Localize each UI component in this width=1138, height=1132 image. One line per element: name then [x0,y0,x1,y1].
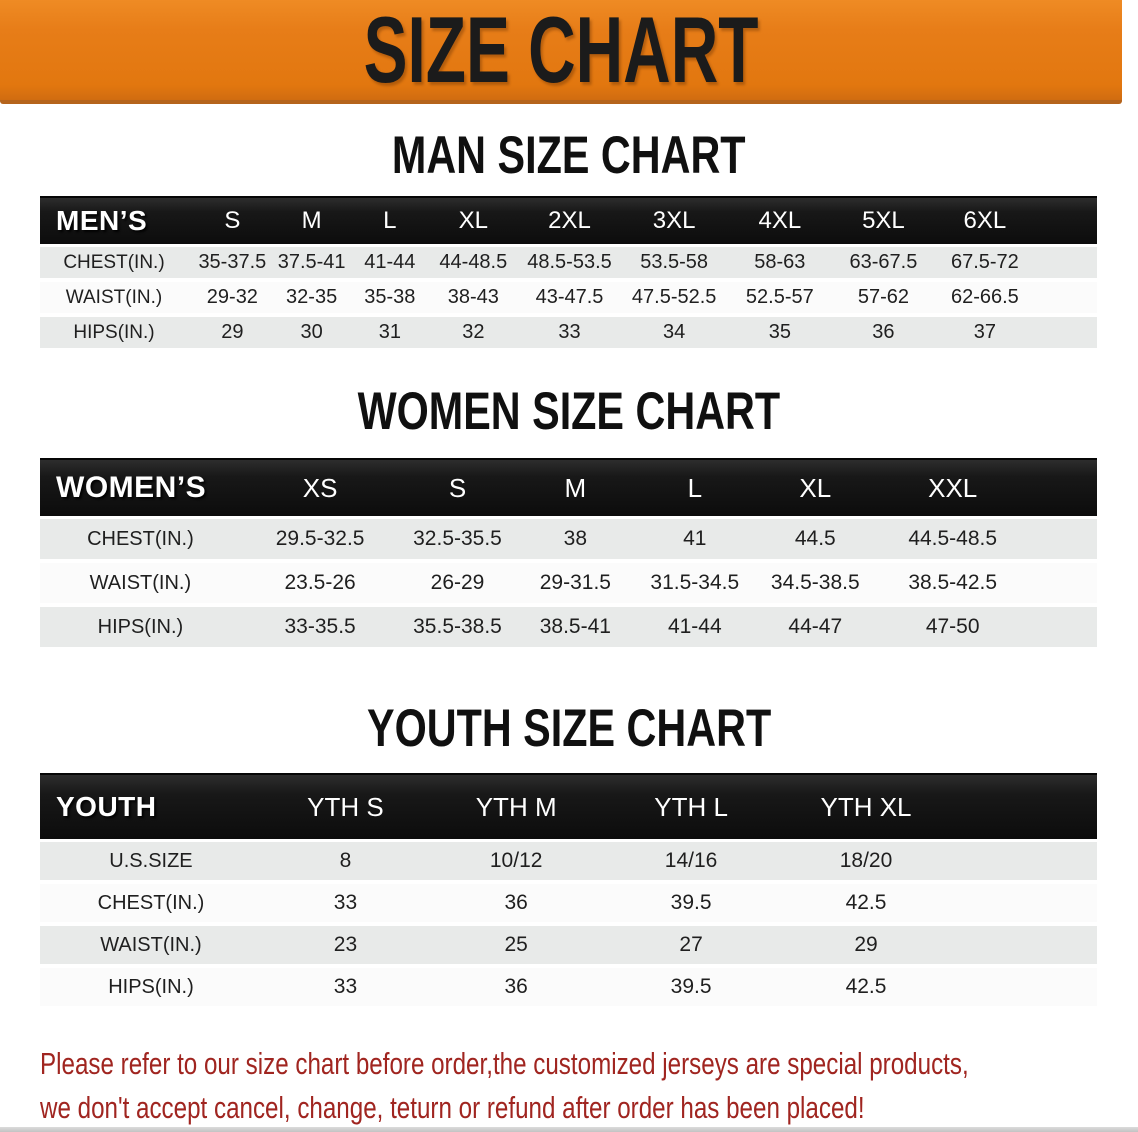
row-label: CHEST(IN.) [40,884,262,926]
table-cell: 33 [262,968,429,1010]
table-cell: 35 [723,317,837,352]
table-cell: 33-35.5 [241,607,400,651]
column-header-filler [1029,458,1097,519]
table-cell: 39.5 [603,884,778,926]
column-header: M [516,458,635,519]
table-cell: 42.5 [779,968,953,1010]
youth-header-row [40,773,1097,842]
row-label: WAIST(IN.) [40,282,188,317]
table-cell-filler [953,884,1097,926]
table-cell: 43-47.5 [514,282,626,317]
table-cell: 44-48.5 [433,247,513,282]
table-cell: 23.5-26 [241,563,400,607]
column-header: XS [241,458,400,519]
table-cell: 41 [635,519,754,563]
table-cell: 32.5-35.5 [399,519,515,563]
table-cell: 33 [262,884,429,926]
table-cell: 38-43 [433,282,513,317]
men-size-table [40,196,1097,352]
column-header: 5XL [837,196,930,247]
table-cell-filler [953,926,1097,968]
table-cell: 31.5-34.5 [635,563,754,607]
column-header: M [277,196,347,247]
table-row-hips [40,317,1097,352]
table-row-waist [40,563,1097,607]
table-cell: 10/12 [429,842,603,884]
table-cell: 37 [930,317,1040,352]
table-cell: 34.5-38.5 [755,563,877,607]
table-cell: 29-32 [188,282,277,317]
men-header-row [40,196,1097,247]
row-label: U.S.SIZE [40,842,262,884]
table-cell-filler [1029,519,1097,563]
youth-table-title-cell: YOUTH [40,773,262,842]
men-heading-text: MAN SIZE CHART [392,126,746,185]
men-table-title-cell: MEN’S [40,196,188,247]
table-row-chest [40,247,1097,282]
column-header: 2XL [514,196,626,247]
table-cell-filler [953,968,1097,1010]
row-label: HIPS(IN.) [40,317,188,352]
table-cell: 32 [433,317,513,352]
banner [0,0,1122,104]
table-cell-filler [1029,607,1097,651]
table-cell-filler [1040,247,1097,282]
bottom-edge-strip [0,1127,1138,1132]
disclaimer [40,1042,1138,1130]
table-cell: 34 [626,317,723,352]
table-cell: 33 [514,317,626,352]
table-cell: 26-29 [399,563,515,607]
column-header: 3XL [626,196,723,247]
disclaimer-line-1: Please refer to our size chart before order,the customized jerseys are special products, [40,1046,969,1081]
column-header: L [347,196,434,247]
table-cell: 18/20 [779,842,953,884]
row-label: CHEST(IN.) [40,247,188,282]
disclaimer-line-2: we don't accept cancel, change, teturn or refund after order has been placed! [40,1090,865,1125]
table-row-us-size [40,842,1097,884]
column-header: XXL [876,458,1029,519]
women-heading-text: WOMEN SIZE CHART [357,382,781,441]
table-cell: 35.5-38.5 [399,607,515,651]
table-cell: 36 [429,968,603,1010]
youth-heading-text: YOUTH SIZE CHART [366,699,772,758]
column-header: S [188,196,277,247]
table-cell: 52.5-57 [723,282,837,317]
table-cell-filler [1040,282,1097,317]
table-cell: 42.5 [779,884,953,926]
table-cell: 44.5 [755,519,877,563]
women-section [0,384,1138,651]
column-header: YTH M [429,773,603,842]
men-section-heading [0,128,1138,184]
table-cell: 29 [188,317,277,352]
table-cell: 62-66.5 [930,282,1040,317]
column-header: L [635,458,754,519]
table-row-chest [40,884,1097,926]
row-label: HIPS(IN.) [40,968,262,1010]
table-cell: 31 [347,317,434,352]
column-header: YTH S [262,773,429,842]
table-cell: 48.5-53.5 [514,247,626,282]
table-cell: 38 [516,519,635,563]
column-header: YTH L [603,773,778,842]
table-cell: 41-44 [635,607,754,651]
row-label: CHEST(IN.) [40,519,241,563]
women-table-title-cell: WOMEN’S [40,458,241,519]
table-cell: 38.5-42.5 [876,563,1029,607]
table-cell: 47.5-52.5 [626,282,723,317]
table-cell: 44.5-48.5 [876,519,1029,563]
table-cell: 8 [262,842,429,884]
table-cell: 36 [837,317,930,352]
column-header: 6XL [930,196,1040,247]
table-cell: 57-62 [837,282,930,317]
youth-section-heading [0,701,1138,757]
column-header: S [399,458,515,519]
women-section-heading [0,384,1138,440]
table-cell-filler [953,842,1097,884]
banner-title: SIZE CHART [363,0,759,102]
table-cell: 53.5-58 [626,247,723,282]
table-cell: 44-47 [755,607,877,651]
row-label: WAIST(IN.) [40,563,241,607]
table-cell: 67.5-72 [930,247,1040,282]
table-cell: 47-50 [876,607,1029,651]
table-cell: 58-63 [723,247,837,282]
table-cell-filler [1029,563,1097,607]
table-cell: 36 [429,884,603,926]
table-cell: 29 [779,926,953,968]
table-cell-filler [1040,317,1097,352]
table-cell: 29.5-32.5 [241,519,400,563]
table-cell: 37.5-41 [277,247,347,282]
table-cell: 27 [603,926,778,968]
women-size-table [40,458,1097,651]
column-header: XL [755,458,877,519]
row-label: WAIST(IN.) [40,926,262,968]
table-row-hips [40,968,1097,1010]
table-cell: 30 [277,317,347,352]
table-cell: 35-38 [347,282,434,317]
table-cell: 25 [429,926,603,968]
table-cell: 39.5 [603,968,778,1010]
column-header: 4XL [723,196,837,247]
table-row-waist [40,282,1097,317]
table-cell: 41-44 [347,247,434,282]
table-row-waist [40,926,1097,968]
table-cell: 38.5-41 [516,607,635,651]
women-header-row [40,458,1097,519]
table-cell: 29-31.5 [516,563,635,607]
table-cell: 23 [262,926,429,968]
column-header-filler [953,773,1097,842]
table-cell: 35-37.5 [188,247,277,282]
column-header-filler [1040,196,1097,247]
column-header: YTH XL [779,773,953,842]
table-row-chest [40,519,1097,563]
row-label: HIPS(IN.) [40,607,241,651]
table-cell: 14/16 [603,842,778,884]
table-cell: 32-35 [277,282,347,317]
youth-size-table [40,773,1097,1010]
table-row-hips [40,607,1097,651]
men-section [0,128,1138,352]
column-header: XL [433,196,513,247]
youth-section [0,701,1138,1010]
table-cell: 63-67.5 [837,247,930,282]
